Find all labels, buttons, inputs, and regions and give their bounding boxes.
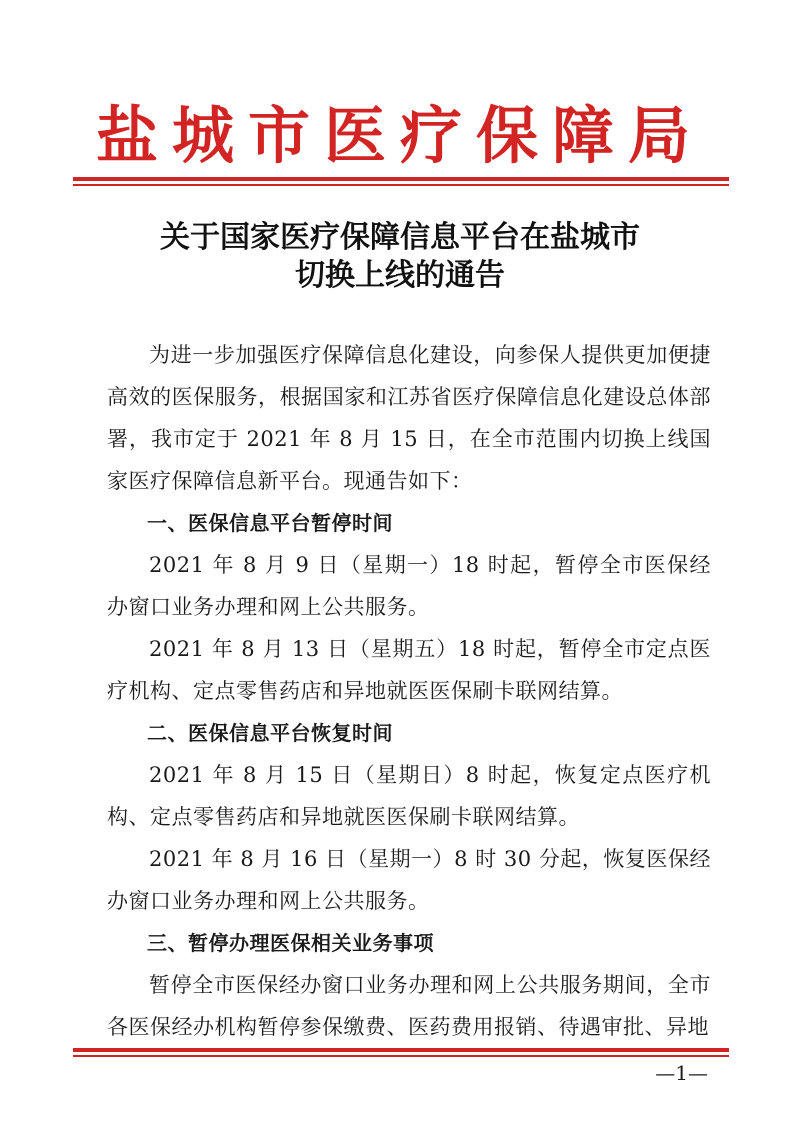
section-heading-1: 一、医保信息平台暂停时间 (147, 511, 393, 535)
intro-paragraph: 为进一步加强医疗保障信息化建设，向参保人提供更加便捷高效的医保服务，根据国家和江苏省医疗保障信息化建设总体部署，我市定于 2021 年 8 月 15 日，在全市范围内切换上线国家医疗保障信息新平台。现通告如下： (107, 343, 711, 493)
document-body (107, 334, 711, 1048)
footer-red-rule-thick (73, 1048, 729, 1052)
organization-header: 盐城市医疗保障局 (95, 99, 704, 172)
section-3-paragraph-1: 暂停全市医保经办窗口业务办理和网上公共服务期间，全市各医保经办机构暂停参保缴费、医药费用报销、待遇审批、异地 (107, 973, 711, 1039)
footer-red-rule-thin (73, 1055, 729, 1057)
section-heading-2: 二、医保信息平台恢复时间 (147, 721, 393, 745)
section-1-paragraph-1: 2021 年 8 月 9 日（星期一）18 时起，暂停全市医保经办窗口业务办理和网上公共服务。 (107, 553, 711, 619)
header-red-rule-thin (73, 184, 729, 186)
document-title-line-1: 关于国家医疗保障信息平台在盐城市 (160, 220, 640, 255)
section-1-paragraph-2: 2021 年 8 月 13 日（星期五）18 时起，暂停全市定点医疗机构、定点零售药店和异地就医医保刷卡联网结算。 (107, 637, 711, 703)
header-red-rule-thick (73, 177, 729, 181)
document-title-line-2: 切换上线的通告 (295, 258, 505, 293)
section-2-paragraph-1: 2021 年 8 月 15 日（星期日）8 时起，恢复定点医疗机构、定点零售药店和异地就医医保刷卡联网结算。 (107, 763, 711, 829)
page-number: —1— (655, 1061, 708, 1085)
section-2-paragraph-2: 2021 年 8 月 16 日（星期一）8 时 30 分起，恢复医保经办窗口业务办理和网上公共服务。 (107, 847, 711, 913)
section-heading-3: 三、暂停办理医保相关业务事项 (147, 931, 434, 955)
